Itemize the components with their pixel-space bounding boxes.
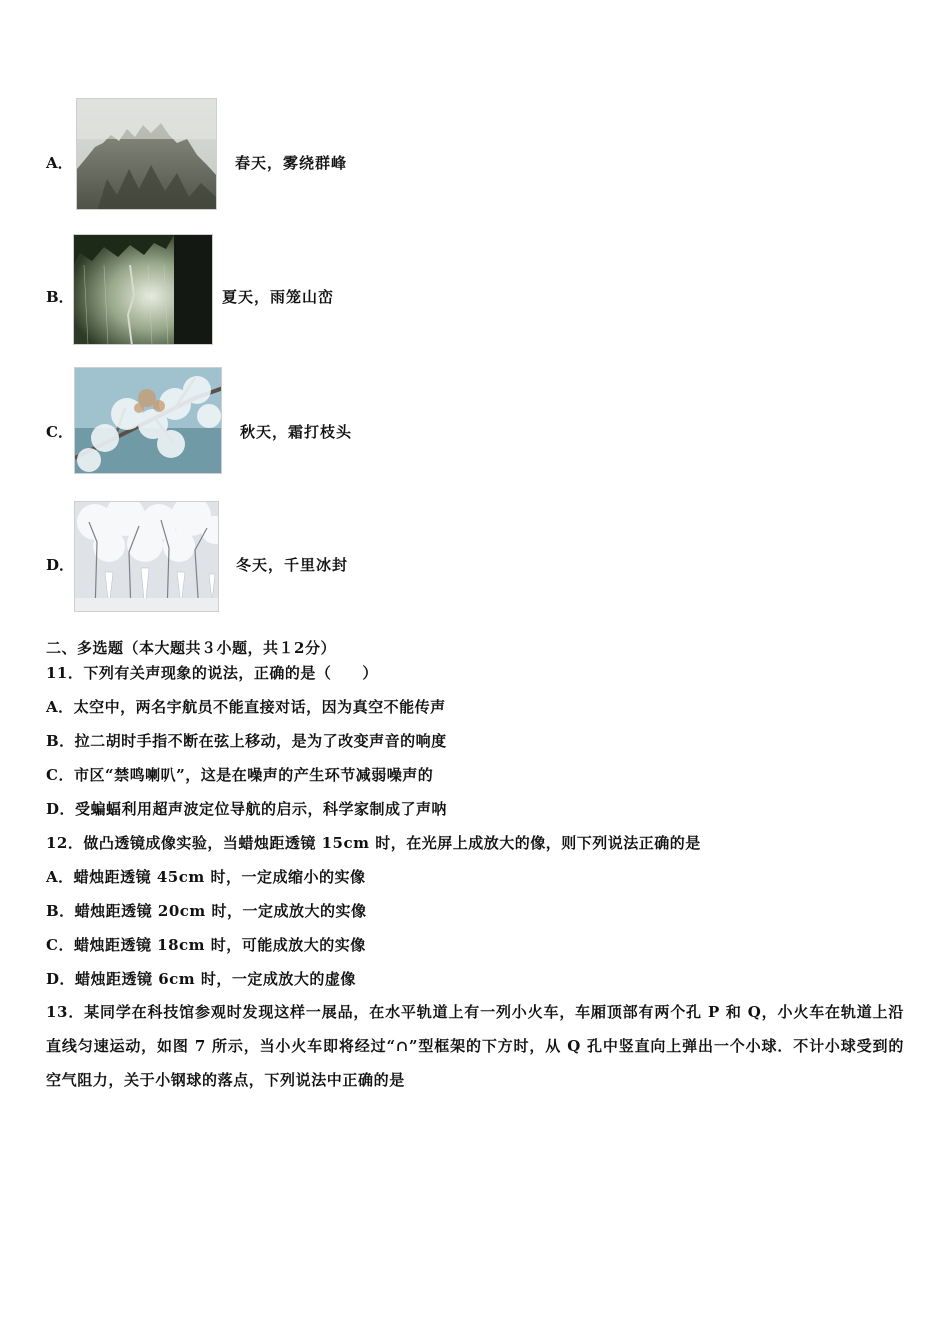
question-12-option-a[interactable]: A．蜡烛距透镜 45cm 时，一定成缩小的实像	[46, 868, 366, 886]
option-letter: A．	[46, 154, 73, 172]
rain-forest-photo-icon	[73, 234, 213, 345]
question-12-option-b[interactable]: B．蜡烛距透镜 20cm 时，一定成放大的实像	[46, 902, 367, 920]
image-option-d[interactable]	[0, 501, 400, 613]
question-12-option-d[interactable]: D．蜡烛距透镜 6cm 时，一定成放大的虚像	[46, 970, 356, 988]
question-11-option-c[interactable]: C．市区“禁鸣喇叭”，这是在噪声的产生环节减弱噪声的	[46, 766, 434, 784]
question-13-stem: 13．某同学在科技馆参观时发现这样一展品，在水平轨道上有一列小火车，车厢顶部有两个孔 P 和 Q，小火车在轨道上沿直线匀速运动，如图 7 所示，当小火车即将经过“∩”型框架的下方时，从 Q 孔中竖直向上弹出一个小球．不计小球受到的空气阻力，关于小钢球的落点，下列说法中正确的是	[46, 1003, 904, 1089]
image-option-a[interactable]	[0, 98, 400, 212]
question-12-stem: 12．做凸透镜成像实验，当蜡烛距透镜 15cm 时，在光屏上成放大的像，则下列说法正确的是	[46, 834, 701, 852]
question-12-option-c[interactable]: C．蜡烛距透镜 18cm 时，可能成放大的实像	[46, 936, 366, 954]
question-11-stem: 11．下列有关声现象的说法，正确的是（ ）	[46, 664, 378, 682]
image-option-c[interactable]	[0, 367, 400, 475]
question-11-option-a[interactable]: A．太空中，两名宇航员不能直接对话，因为真空不能传声	[46, 698, 446, 716]
option-text: 秋天，霜打枝头	[240, 423, 353, 441]
frozen-trees-photo-icon	[74, 501, 219, 612]
option-text: 夏天，雨笼山峦	[222, 288, 335, 306]
option-letter: C．	[46, 423, 73, 441]
misty-mountain-photo-icon	[76, 98, 217, 210]
option-letter: D．	[46, 556, 75, 574]
option-letter: B．	[46, 288, 74, 306]
option-text: 冬天，千里冰封	[236, 556, 349, 574]
option-text: 春天，雾绕群峰	[235, 154, 348, 172]
question-11-option-b[interactable]: B．拉二胡时手指不断在弦上移动，是为了改变声音的响度	[46, 732, 447, 750]
frosted-branch-photo-icon	[74, 367, 222, 474]
section-heading: 二、多选题（本大题共３小题，共１2分）	[46, 639, 336, 657]
question-11-option-d[interactable]: D．受蝙蝠利用超声波定位导航的启示，科学家制成了声呐	[46, 800, 448, 818]
image-option-b[interactable]	[0, 234, 400, 346]
